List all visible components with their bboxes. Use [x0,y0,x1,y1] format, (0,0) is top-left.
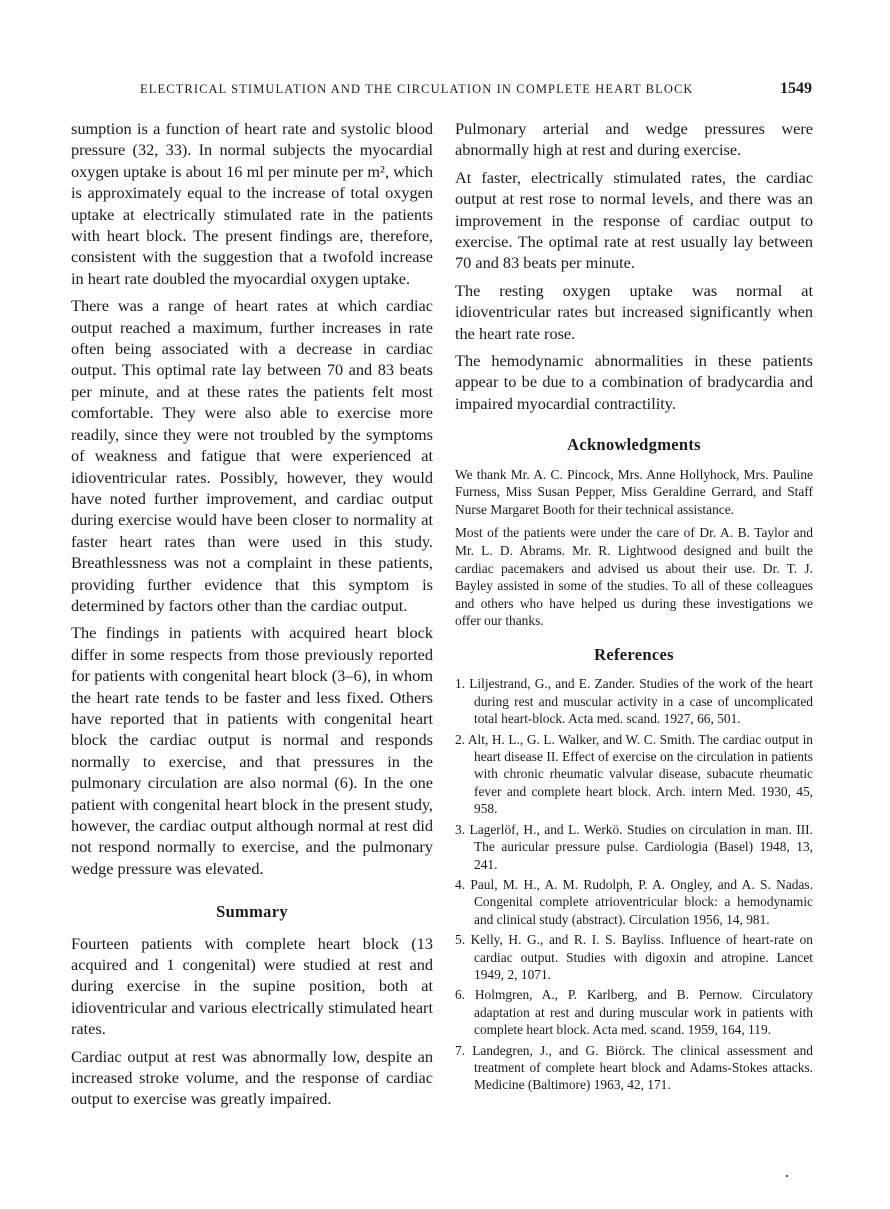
acknowledgment-paragraph: Most of the patients were under the care of Dr. A. B. Taylor and Mr. L. D. Abrams. Mr. R. Lightwood designed and built the cardiac pacemakers and advised us about their use. Dr. T. J. Bayley assisted in some of the studies. To all of these colleagues and others who have helped us during these investigations we offer our thanks. [455,525,813,629]
reference-item: 2. Alt, H. L., G. L. Walker, and W. C. Smith. The cardiac output in heart disease II. Effect of exercise on the circulation in patients with chronic rheumatic valvular disease, subacute rheumatic fever and complete heart block. Arch. intern Med. 1930, 45, 958. [455,731,813,817]
reference-item: 7. Landegren, J., and G. Biörck. The clinical assessment and treatment of complete heart block and Adams-Stokes attacks. Medicine (Baltimore) 1963, 42, 171. [455,1042,813,1093]
print-speck [786,1175,788,1177]
right-column [455,118,813,1097]
running-header [140,80,812,98]
running-title: ELECTRICAL STIMULATION AND THE CIRCULATION IN COMPLETE HEART BLOCK [140,82,694,96]
body-paragraph: There was a range of heart rates at which cardiac output reached a maximum, further increases in rate often being associated with a decrease in cardiac output. This optimal rate lay between 70 and 83 beats per minute, and at these rates the patients felt most comfortable. They were also able to exercise more readily, since they were not troubled by the symptoms of weakness and fatigue that were experienced at idioventricular rates. Possibly, however, they would have noted further improvement, and cardiac output during exercise would have been closer to normality at faster heart rates than were used in this study. Breathlessness was not a complaint in these patients, providing further evidence that this symptom is determined by factors other than the cardiac output. [71,296,433,615]
acknowledgment-paragraph: We thank Mr. A. C. Pincock, Mrs. Anne Hollyhock, Mrs. Pauline Furness, Miss Susan Pepper, Miss Geraldine Gerrard, and Staff Nurse Margaret Booth for their technical assistance. [455,466,813,517]
acknowledgments-section [455,466,813,630]
left-column [71,118,433,1116]
summary-heading: Summary [216,902,288,922]
summary-paragraph: Pulmonary arterial and wedge pressures were abnormally high at rest and during exercise. [455,119,813,160]
body-paragraph: sumption is a function of heart rate and systolic blood pressure (32, 33). In normal subjects the myocardial oxygen uptake is about 16 ml per minute per m², which is approximately equal to the increase of total oxygen uptake at electrically stimulated rate in the patients with heart block. The present findings are, therefore, consistent with the suggestion that a twofold increase in heart rate doubled the myocardial oxygen uptake. [71,119,433,288]
reference-item: 5. Kelly, H. G., and R. I. S. Bayliss. Influence of heart-rate on cardiac output. Studies with digoxin and atropine. Lancet 1949, 2, 1071. [455,932,813,982]
page-number: 1549 [780,80,812,97]
summary-paragraph: The resting oxygen uptake was normal at idioventricular rates but increased significantly when the heart rate rose. [455,280,813,343]
acknowledgments-heading: Acknowledgments [567,435,701,455]
summary-paragraph: Cardiac output at rest was abnormally low, despite an increased stroke volume, and the response of cardiac output to exercise was greatly impaired. [71,1046,433,1109]
references-heading: References [594,645,674,665]
summary-paragraph: Fourteen patients with complete heart block (13 acquired and 1 congenital) were studied at rest and during exercise in the supine position, both at idioventricular and various electrically stimulated heart rates. [71,933,433,1039]
body-paragraph: The findings in patients with acquired heart block differ in some respects from those previously reported for patients with congenital heart block (3–6), in whom the heart rate tends to be faster and less fixed. Others have reported that in patients with congenital heart block the cardiac output is normal and responds normally to exercise, and that pressures in the pulmonary circulation are also normal (6). In the one patient with congenital heart block in the present study, however, the cardiac output although normal at rest did not respond normally to exercise, and the pulmonary wedge pressure was elevated. [71,623,433,878]
summary-paragraph: The hemodynamic abnormalities in these patients appear to be due to a combination of bradycardia and impaired myocardial contractility. [455,351,813,413]
reference-item: 1. Liljestrand, G., and E. Zander. Studies of the work of the heart during rest and muscular activity in a case of uncomplicated total heart-block. Acta med. scand. 1927, 66, 501. [455,676,813,727]
reference-item: 4. Paul, M. H., A. M. Rudolph, P. A. Ongley, and A. S. Nadas. Congenital complete atrioventricular block: a hemodynamic and clinical study (abstract). Circulation 1956, 14, 981. [455,876,813,927]
reference-item: 3. Lagerlöf, H., and L. Werkö. Studies on circulation in man. III. The auricular pressure pulse. Cardiologia (Basel) 1948, 13, 241. [455,821,813,872]
summary-paragraph: At faster, electrically stimulated rates, the cardiac output at rest rose to normal levels, and there was an improvement in the response of cardiac output to exercise. The optimal rate at rest usually lay between 70 and 83 beats per minute. [455,167,813,273]
reference-list [455,675,813,1093]
reference-item: 6. Holmgren, A., P. Karlberg, and B. Pernow. Circulatory adaptation at rest and during muscular work in patients with complete heart block. Acta med. scand. 1959, 164, 119. [455,987,813,1038]
